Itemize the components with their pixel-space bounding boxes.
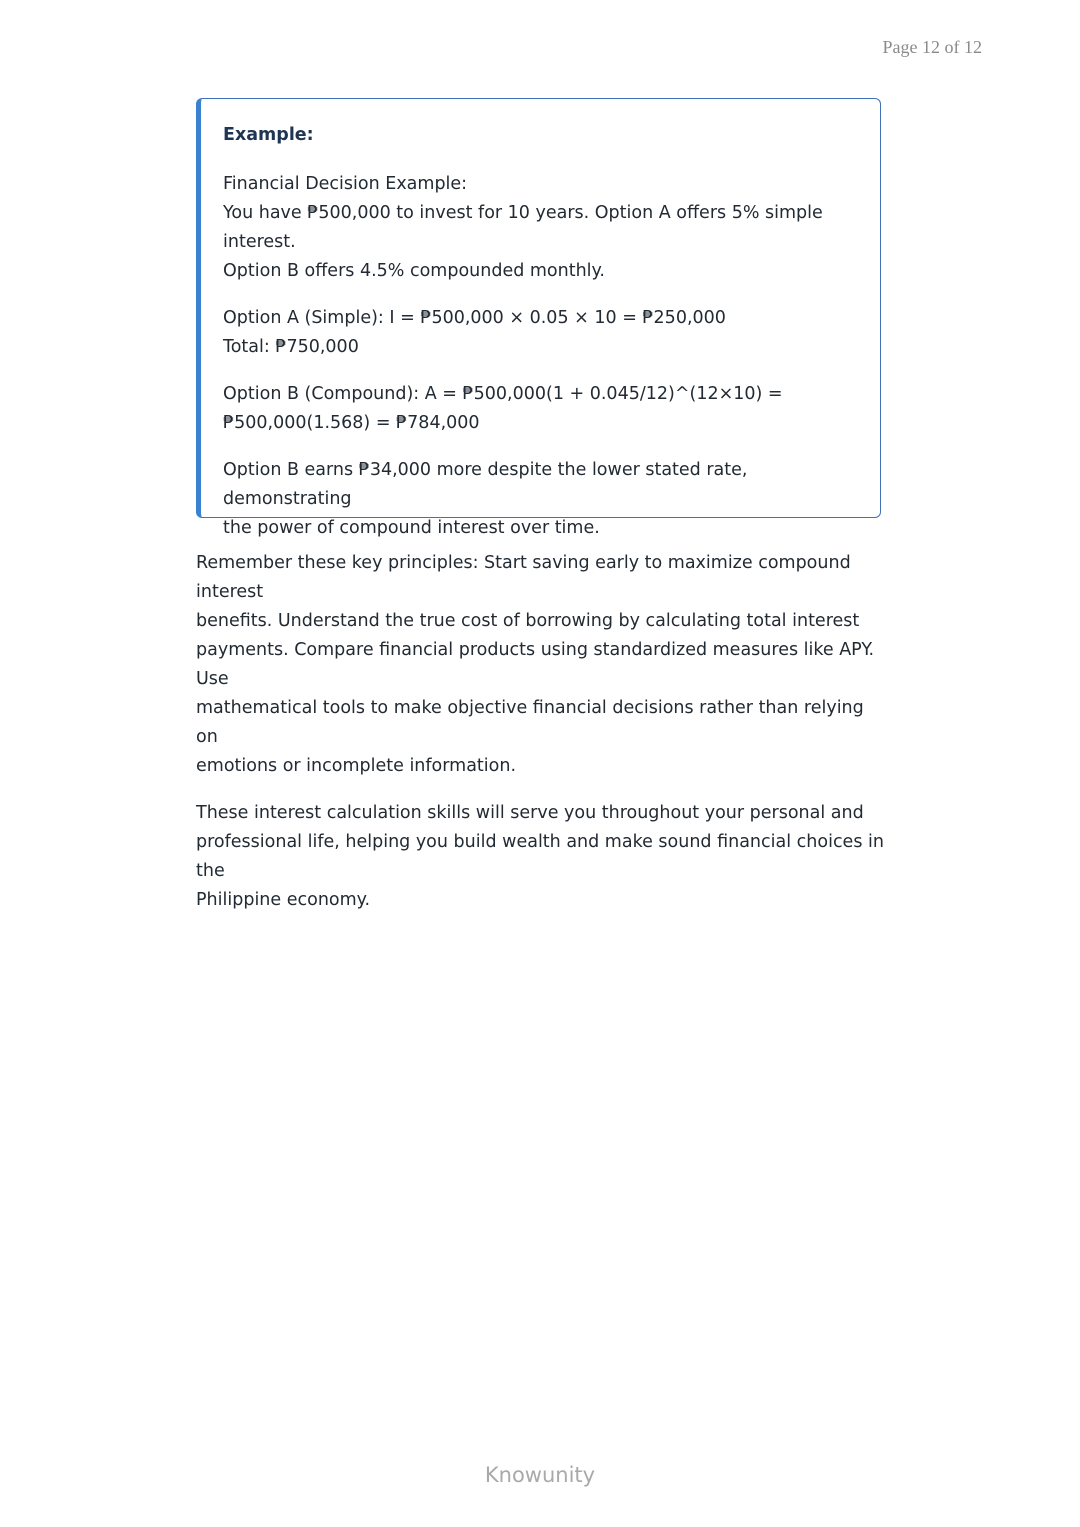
example-conclusion — [223, 456, 856, 543]
option-b-line: ₱500,000(1.568) = ₱784,000 — [223, 413, 480, 433]
key-principles-paragraph — [196, 549, 886, 781]
option-a-calculation — [223, 304, 856, 362]
example-intro — [223, 170, 856, 286]
closing-paragraph — [196, 799, 886, 915]
footer-brand: Knowunity — [484, 1463, 596, 1487]
paragraph-line: payments. Compare financial products using standardized measures like APY. Use — [196, 640, 875, 689]
paragraph-line: mathematical tools to make objective financial decisions rather than relying on — [196, 698, 864, 747]
body-text — [196, 549, 886, 933]
paragraph-line: Remember these key principles: Start saving early to maximize compound interest — [196, 553, 851, 602]
option-b-calculation — [223, 380, 856, 438]
paragraph-line: professional life, helping you build wealth and make sound financial choices in the — [196, 832, 884, 881]
example-intro-line: Option B offers 4.5% compounded monthly. — [223, 261, 605, 281]
example-callout — [196, 98, 881, 538]
page-indicator: Page 12 of 12 — [882, 37, 982, 57]
example-intro-heading: Financial Decision Example: — [223, 174, 468, 194]
paragraph-line: benefits. Understand the true cost of borrowing by calculating total interest — [196, 611, 860, 631]
paragraph-line: emotions or incomplete information. — [196, 756, 517, 776]
example-title: Example: — [223, 125, 314, 145]
paragraph-line: These interest calculation skills will serve you throughout your personal and — [196, 803, 864, 823]
option-a-line: Total: ₱750,000 — [223, 337, 359, 357]
conclusion-line: the power of compound interest over time. — [223, 518, 600, 538]
paragraph-line: Philippine economy. — [196, 890, 371, 910]
option-b-line: Option B (Compound): A = ₱500,000(1 + 0.045/12)^(12×10) = — [223, 384, 783, 404]
example-intro-line: You have ₱500,000 to invest for 10 years. Option A offers 5% simple interest. — [223, 203, 823, 252]
conclusion-line: Option B earns ₱34,000 more despite the lower stated rate, demonstrating — [223, 460, 748, 509]
option-a-line: Option A (Simple): I = ₱500,000 × 0.05 × 10 = ₱250,000 — [223, 308, 726, 328]
